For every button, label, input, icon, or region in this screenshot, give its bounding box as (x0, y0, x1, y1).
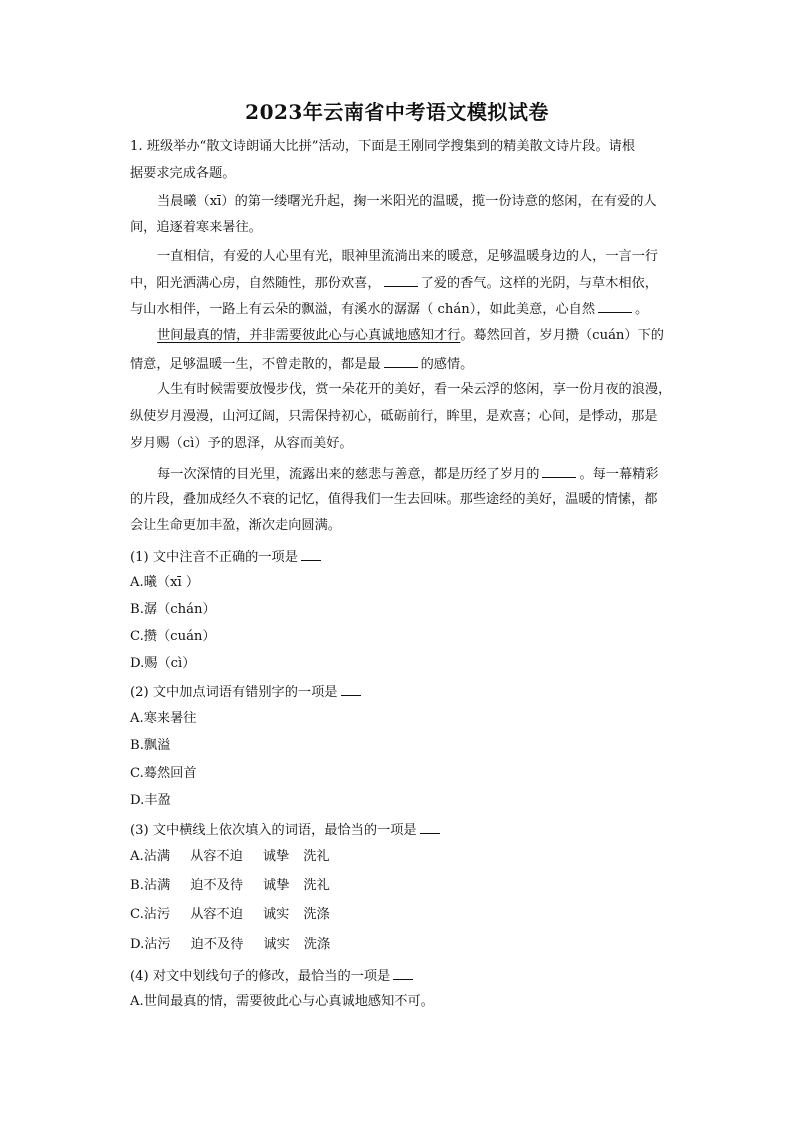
option-2b: B.飘溢 (130, 738, 171, 753)
subquestion-stem: (4) 对文中划线句子的修改，最恰当的一项是 (130, 969, 391, 984)
subquestion-stem: (3) 文中横线上依次填入的词语，最恰当的一项是 (130, 823, 417, 838)
option-1c: C.攒（cuán） (130, 629, 216, 644)
passage-text: 中，阳光洒满心房，自然随性，那份欢喜， (130, 276, 381, 291)
option-word: B.沾满 (130, 878, 171, 893)
subquestion-1 (130, 547, 690, 567)
passage-line: 岁月赐（cì）予的恩泽，从容而美好。 (130, 436, 353, 451)
answer-blank (301, 547, 321, 561)
passage-text: 。 (635, 302, 649, 317)
option-3d (130, 936, 690, 954)
underlined-sentence: 世间最真的情，并非需要彼此心与心真诚地感知才行 (157, 328, 461, 343)
option-1d: D.赐（cì） (130, 656, 196, 671)
passage-line (157, 327, 717, 345)
option-word: 洗涤 (303, 907, 330, 922)
passage-text: 。蓦然回首，岁月攒（cuán）下的 (460, 328, 664, 343)
option-word: 洗涤 (303, 937, 331, 952)
question-stem-cont: 据要求完成各题。 (130, 166, 236, 181)
option-1a: A.曦（xī ） (130, 575, 200, 590)
passage-line: 人生有时候需要放慢步伐，赏一朵花开的美好，看一朵云浮的悠闲，享一份月夜的浪漫， (157, 382, 672, 397)
passage-text: 每一次深情的目光里，流露出来的慈悲与善意，都是历经了岁月的 (157, 467, 540, 482)
passage-text: 的感情。 (420, 357, 474, 372)
passage-line (130, 273, 690, 293)
option-4a: A.世间最真的情，需要彼此心与心真诚地感知不可。 (130, 994, 434, 1009)
option-2a: A.寒来暑往 (130, 711, 197, 726)
subquestion-stem: (1) 文中注音不正确的一项是 (130, 550, 298, 565)
subquestion-stem: (2) 文中加点词语有错别字的一项是 (130, 685, 338, 700)
option-1b: B.潺（chán） (130, 602, 216, 617)
passage-line: 会让生命更加丰盈，渐次走向圆满。 (130, 518, 341, 533)
option-word: 从容不迫 (190, 907, 243, 922)
option-word: 迫不及待 (190, 937, 244, 952)
passage-text: 。每一幕精彩 (579, 467, 659, 482)
passage-line: 纵使岁月漫漫，山河辽阔，只需保持初心，砥砺前行，眸里，是欢喜；心间，是悸动，那是 (130, 409, 658, 424)
option-word: D.沾污 (130, 937, 171, 952)
passage-line (130, 354, 690, 374)
option-3a (130, 848, 690, 866)
option-word: 诚挚 (262, 849, 290, 864)
option-3b (130, 877, 690, 895)
passage-line (157, 464, 717, 484)
passage-text: 了爱的香气。这样的光阴，与草木相依， (420, 276, 658, 291)
subquestion-3 (130, 820, 690, 840)
answer-blank (393, 966, 413, 980)
fill-blank (384, 273, 418, 287)
option-word: 洗礼 (303, 849, 330, 864)
option-word: C.沾污 (130, 907, 171, 922)
question-stem: 1. 班级举办“散文诗朗诵大比拼”活动，下面是王刚同学搜集到的精美散文诗片段。请根 (130, 139, 636, 154)
option-3c (130, 906, 690, 924)
option-word: 诚实 (263, 937, 290, 952)
subquestion-4 (130, 966, 690, 986)
page-title: 2023年云南省中考语文模拟试卷 (245, 100, 549, 124)
option-word: 迫不及待 (190, 878, 244, 893)
fill-blank (384, 354, 418, 368)
option-word: 从容不迫 (190, 849, 243, 864)
passage-line: 一直相信，有爱的人心里有光，眼神里流淌出来的暖意，足够温暖身边的人，一言一行 (157, 249, 659, 264)
passage-line (130, 299, 690, 319)
passage-line: 当晨曦（xī）的第一缕曙光升起，掬一米阳光的温暖，揽一份诗意的悠闲，在有爱的人 (157, 194, 657, 209)
option-word: 诚实 (262, 907, 290, 922)
fill-blank (542, 464, 576, 478)
passage-text: 情意，足够温暖一生，不曾走散的，都是最 (130, 357, 381, 372)
option-2c: C.蓦然回首 (130, 766, 197, 781)
option-word: A.沾满 (130, 849, 171, 864)
passage-line: 的片段，叠加成经久不衰的记忆，值得我们一生去回味。那些途经的美好，温暖的情愫，都 (130, 492, 658, 507)
option-word: 诚挚 (263, 878, 290, 893)
passage-text: 与山水相伴，一路上有云朵的飘溢，有溪水的潺潺（ chán），如此美意，心自然 (130, 302, 596, 317)
option-word: 洗礼 (303, 878, 330, 893)
option-2d: D.丰盈 (130, 793, 171, 808)
passage-line: 间，追逐着寒来暑往。 (130, 220, 262, 235)
subquestion-2 (130, 682, 690, 702)
answer-blank (341, 682, 361, 696)
answer-blank (420, 820, 440, 834)
fill-blank (598, 299, 632, 313)
